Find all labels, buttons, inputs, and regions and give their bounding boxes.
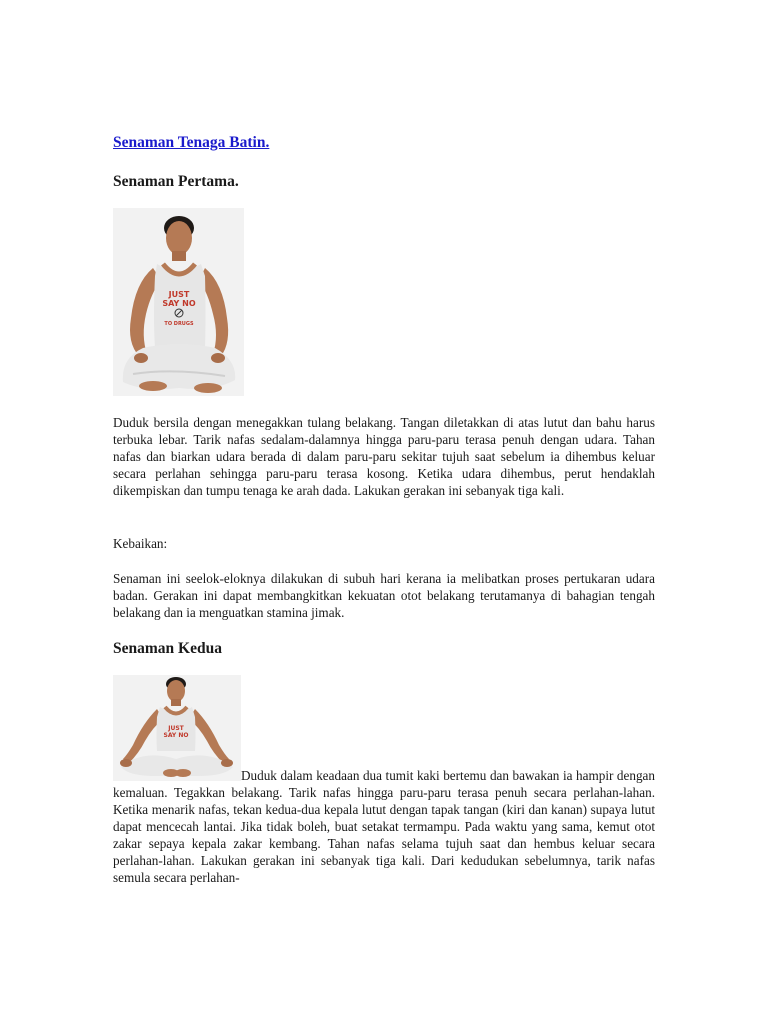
shirt-text-line-1: JUST <box>168 725 184 732</box>
paragraph-kebaikan: Senaman ini seelok-eloknya dilakukan di subuh hari kerana ia melibatkan proses pertukaran udara badan. Gerakan ini dapat membangkitkan kekuatan otot belakang terutamanya di bahagian tengah belakang dan ia menguatkan stamina jimak. <box>113 571 655 620</box>
benefit-label: Kebaikan: <box>113 536 168 551</box>
shirt-text-line-2: SAY NO <box>163 732 189 739</box>
paragraph-senaman-pertama: Duduk bersila dengan menegakkan tulang belakang. Tangan diletakkan di atas lutut dan bahu harus terbuka lebar. Tarik nafas sedalam-dalamnya hingga paru-paru terasa penuh dengan udara. Tahan nafas dan biarkan udara berada di dalam paru-paru sekitar tujuh saat sebelum ia dihembus keluar secara perlahan sehingga paru-paru terasa kosong. Ketika udara dihembus, perut hendaklah dikempiskan dan tumpu tenaga ke arah dada. Lakukan gerakan ini sebanyak tiga kali. <box>113 415 655 498</box>
section-heading-kedua: Senaman Kedua <box>113 640 222 657</box>
person-butterfly-pose-photo <box>113 675 241 781</box>
person-sitting-cross-legged-illustration <box>113 208 244 396</box>
paragraph-senaman-kedua: Duduk dalam keadaan dua tumit kaki bertemu dan bawakan ia hampir dengan kemaluan. Tegakkan belakang. Tarik nafas hingga paru-paru terasa penuh secara perlahan-lahan. Ketika menarik nafas, tekan kedua-dua kepala lutut dengan tapak tangan (kiri dan kanan) supaya lutut dapat mencecah lantai. Jika tidak boleh, buat setakat termampu. Pada waktu yang sama, kemut otot zakar sepaya kepala zakar kembang. Tahan nafas selama tujuh saat dan hembus keluar secara perlahan-lahan. Lakukan gerakan ini sebanyak tiga kali. Dari kedudukan sebelumnya, tarik nafas semula secara perlahan- <box>113 768 655 885</box>
shirt-text-line-3: TO DRUGS <box>164 321 194 327</box>
shirt-text-line-1: JUST <box>168 290 190 299</box>
shirt-text-line-2: SAY NO <box>162 299 196 308</box>
person-sitting-cross-legged-photo <box>113 208 244 396</box>
title-link[interactable]: Senaman Tenaga Batin. <box>113 134 270 151</box>
person-butterfly-pose-illustration <box>113 675 241 781</box>
section-heading-pertama: Senaman Pertama. <box>113 173 239 190</box>
